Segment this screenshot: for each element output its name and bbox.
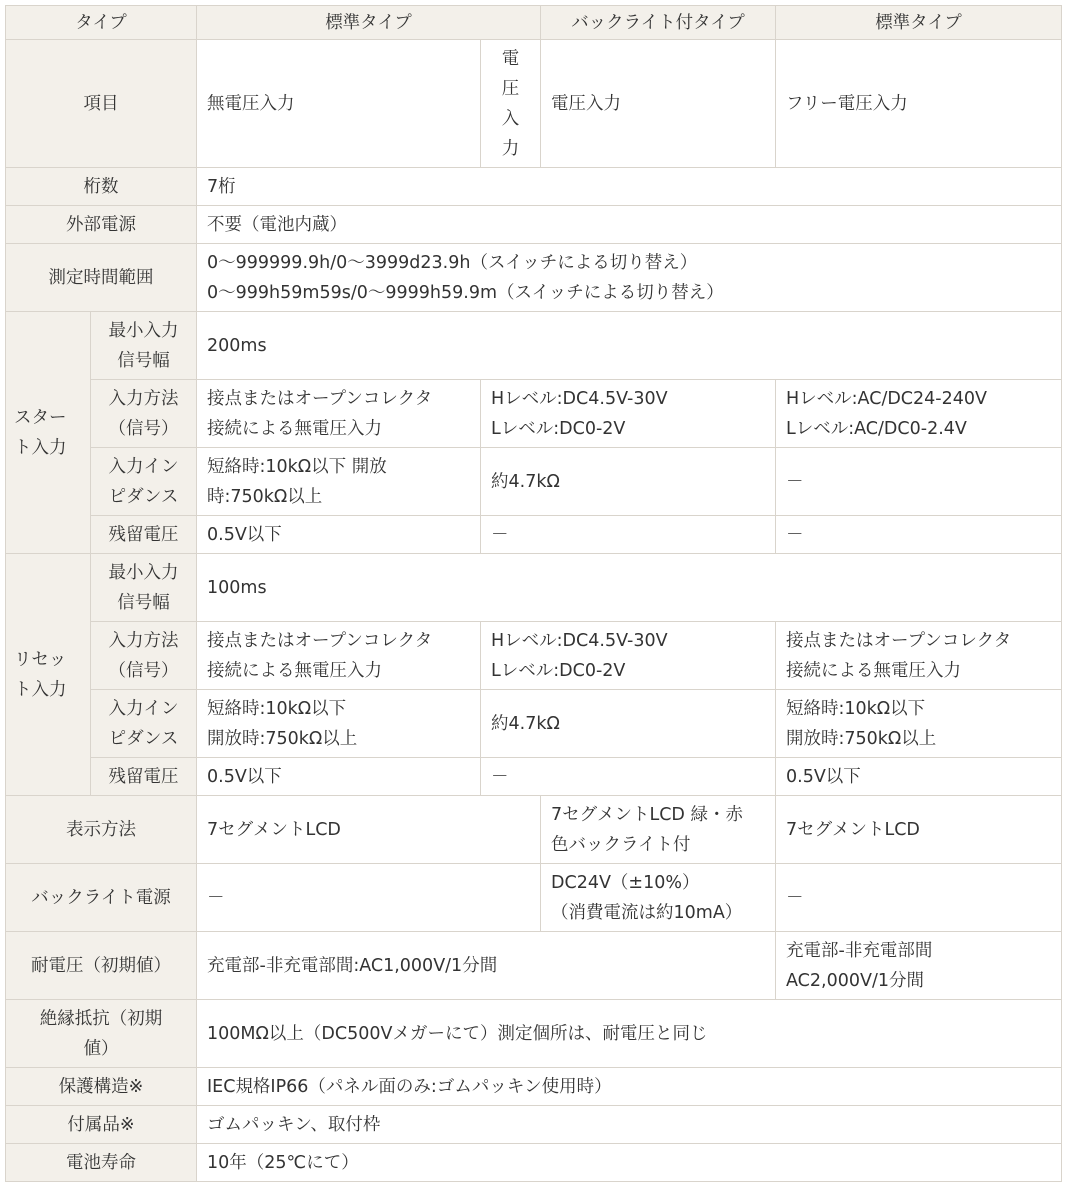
reset-method-label: 入力方法 （信号） bbox=[91, 622, 197, 690]
accessories-label: 付属品※ bbox=[6, 1106, 197, 1144]
start-method-row bbox=[6, 380, 1062, 448]
reset-residual-row bbox=[6, 758, 1062, 796]
start-residual-backlight: － bbox=[481, 516, 776, 554]
display-backlight: 7セグメントLCD 緑・赤 色バックライト付 bbox=[541, 796, 776, 864]
withstand-row bbox=[6, 932, 1062, 1000]
start-impedance-free: － bbox=[776, 448, 1062, 516]
external-power-value: 不要（電池内蔵） bbox=[197, 206, 1062, 244]
item-row bbox=[6, 40, 1062, 168]
start-method-label: 入力方法 （信号） bbox=[91, 380, 197, 448]
external-power-row bbox=[6, 206, 1062, 244]
withstand-label: 耐電圧（初期値） bbox=[6, 932, 197, 1000]
start-method-standard: 接点またはオープンコレクタ 接続による無電圧入力 bbox=[197, 380, 481, 448]
reset-impedance-label: 入力イン ピダンス bbox=[91, 690, 197, 758]
start-min-width-label: 最小入力 信号幅 bbox=[91, 312, 197, 380]
display-standard: 7セグメントLCD bbox=[197, 796, 541, 864]
reset-residual-standard: 0.5V以下 bbox=[197, 758, 481, 796]
display-label: 表示方法 bbox=[6, 796, 197, 864]
reset-method-free: 接点またはオープンコレクタ 接続による無電圧入力 bbox=[776, 622, 1062, 690]
item-voltage-vertical: 電 圧 入 力 bbox=[481, 40, 541, 168]
start-impedance-backlight: 約4.7kΩ bbox=[481, 448, 776, 516]
reset-impedance-free: 短絡時:10kΩ以下 開放時:750kΩ以上 bbox=[776, 690, 1062, 758]
battery-row bbox=[6, 1144, 1062, 1182]
backlight-power-free: － bbox=[776, 864, 1062, 932]
reset-method-row bbox=[6, 622, 1062, 690]
backlight-power-label: バックライト電源 bbox=[6, 864, 197, 932]
reset-impedance-backlight: 約4.7kΩ bbox=[481, 690, 776, 758]
digits-row bbox=[6, 168, 1062, 206]
range-row bbox=[6, 244, 1062, 312]
insulation-value: 100MΩ以上（DC500Vメガーにて）測定個所は、耐電圧と同じ bbox=[197, 1000, 1062, 1068]
start-residual-standard: 0.5V以下 bbox=[197, 516, 481, 554]
insulation-row bbox=[6, 1000, 1062, 1068]
digits-label: 桁数 bbox=[6, 168, 197, 206]
reset-input-group-label: リセッ ト入力 bbox=[6, 554, 91, 796]
reset-method-standard: 接点またはオープンコレクタ 接続による無電圧入力 bbox=[197, 622, 481, 690]
protection-value: IEC規格IP66（パネル面のみ:ゴムパッキン使用時） bbox=[197, 1068, 1062, 1106]
protection-row bbox=[6, 1068, 1062, 1106]
start-min-width-value: 200ms bbox=[197, 312, 1062, 380]
spec-table bbox=[5, 5, 1062, 1182]
reset-impedance-row bbox=[6, 690, 1062, 758]
battery-value: 10年（25℃にて） bbox=[197, 1144, 1062, 1182]
reset-min-width-value: 100ms bbox=[197, 554, 1062, 622]
start-impedance-row bbox=[6, 448, 1062, 516]
reset-residual-backlight: － bbox=[481, 758, 776, 796]
display-row bbox=[6, 796, 1062, 864]
start-method-backlight: Hレベル:DC4.5V-30V Lレベル:DC0-2V bbox=[481, 380, 776, 448]
range-label: 測定時間範囲 bbox=[6, 244, 197, 312]
backlight-power-standard: － bbox=[197, 864, 541, 932]
start-impedance-label: 入力イン ピダンス bbox=[91, 448, 197, 516]
withstand-value: 充電部-非充電部間:AC1,000V/1分間 bbox=[197, 932, 776, 1000]
backlight-power-row bbox=[6, 864, 1062, 932]
accessories-value: ゴムパッキン、取付枠 bbox=[197, 1106, 1062, 1144]
item-no-voltage: 無電圧入力 bbox=[197, 40, 481, 168]
external-power-label: 外部電源 bbox=[6, 206, 197, 244]
withstand-free: 充電部-非充電部間 AC2,000V/1分間 bbox=[776, 932, 1062, 1000]
reset-impedance-standard: 短絡時:10kΩ以下 開放時:750kΩ以上 bbox=[197, 690, 481, 758]
digits-value: 7桁 bbox=[197, 168, 1062, 206]
header-backlight-type: バックライト付タイプ bbox=[541, 6, 776, 40]
reset-residual-label: 残留電圧 bbox=[91, 758, 197, 796]
item-label: 項目 bbox=[6, 40, 197, 168]
reset-min-width-row bbox=[6, 554, 1062, 622]
backlight-power-backlight: DC24V（±10%） （消費電流は約10mA） bbox=[541, 864, 776, 932]
protection-label: 保護構造※ bbox=[6, 1068, 197, 1106]
insulation-label: 絶縁抵抗（初期 値） bbox=[6, 1000, 197, 1068]
header-standard-type-2: 標準タイプ bbox=[776, 6, 1062, 40]
display-free: 7セグメントLCD bbox=[776, 796, 1062, 864]
header-row bbox=[6, 6, 1062, 40]
reset-residual-free: 0.5V以下 bbox=[776, 758, 1062, 796]
battery-label: 電池寿命 bbox=[6, 1144, 197, 1182]
start-method-free: Hレベル:AC/DC24-240V Lレベル:AC/DC0-2.4V bbox=[776, 380, 1062, 448]
item-free-voltage: フリー電圧入力 bbox=[776, 40, 1062, 168]
item-voltage: 電圧入力 bbox=[541, 40, 776, 168]
header-type: タイプ bbox=[6, 6, 197, 40]
start-residual-label: 残留電圧 bbox=[91, 516, 197, 554]
header-standard-type: 標準タイプ bbox=[197, 6, 541, 40]
start-residual-row bbox=[6, 516, 1062, 554]
reset-method-backlight: Hレベル:DC4.5V-30V Lレベル:DC0-2V bbox=[481, 622, 776, 690]
start-min-width-row bbox=[6, 312, 1062, 380]
start-residual-free: － bbox=[776, 516, 1062, 554]
range-value: 0～999999.9h/0～3999d23.9h（スイッチによる切り替え） 0～999h59m59s/0～9999h59.9m（スイッチによる切り替え） bbox=[197, 244, 1062, 312]
accessories-row bbox=[6, 1106, 1062, 1144]
reset-min-width-label: 最小入力 信号幅 bbox=[91, 554, 197, 622]
start-input-group-label: スター ト入力 bbox=[6, 312, 91, 554]
start-impedance-standard: 短絡時:10kΩ以下 開放 時:750kΩ以上 bbox=[197, 448, 481, 516]
